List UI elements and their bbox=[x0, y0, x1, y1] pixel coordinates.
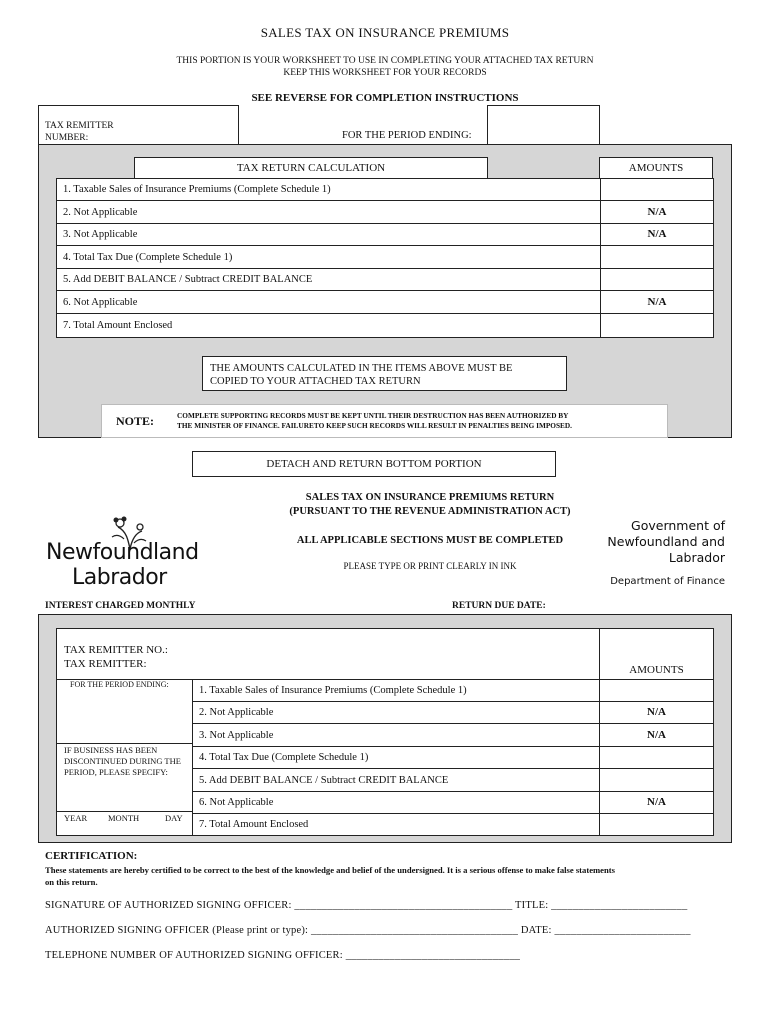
certification-text-2: on this return. bbox=[45, 877, 98, 887]
worksheet-instruction: THIS PORTION IS YOUR WORKSHEET TO USE IN COMPLETING YOUR ATTACHED TAX RETURN bbox=[176, 56, 594, 66]
worksheet-line-label: 4. Total Tax Due (Complete Schedule 1) bbox=[57, 247, 600, 269]
remitter-info-box[interactable] bbox=[56, 628, 600, 680]
remitter-number-box[interactable] bbox=[38, 105, 239, 146]
return-line-amount[interactable] bbox=[600, 814, 713, 836]
return-title: SALES TAX ON INSURANCE PREMIUMS RETURN bbox=[305, 492, 555, 503]
newfoundland-labrador-logo bbox=[44, 515, 199, 593]
signature-line[interactable]: SIGNATURE OF AUTHORIZED SIGNING OFFICER: ________________________________________ TITLE: _________________________ bbox=[45, 900, 688, 911]
return-line-amount[interactable]: N/A bbox=[600, 702, 713, 724]
see-reverse-note: SEE REVERSE FOR COMPLETION INSTRUCTIONS bbox=[251, 92, 519, 104]
return-due-date-label[interactable]: RETURN DUE DATE: bbox=[452, 601, 546, 611]
worksheet-line-amount[interactable]: N/A bbox=[601, 224, 713, 246]
worksheet-line-label: 2. Not Applicable bbox=[57, 202, 600, 224]
worksheet-line-amount[interactable] bbox=[601, 315, 713, 337]
calc-header: TAX RETURN CALCULATION bbox=[134, 157, 488, 179]
return-line-amount[interactable] bbox=[600, 770, 713, 792]
gov-line-3: Labrador bbox=[668, 550, 725, 565]
period-discontinued-box[interactable] bbox=[56, 679, 193, 836]
note-line-2: THE MINISTER OF FINANCE. FAILURETO KEEP SUCH RECORDS WILL RESULT IN PENALTIES BEING IMPOSED. bbox=[177, 421, 573, 430]
month-label: MONTH bbox=[108, 813, 140, 823]
discontinued-label: IF BUSINESS HAS BEEN DISCONTINUED DURING THE PERIOD, PLEASE SPECIFY: bbox=[64, 745, 181, 777]
telephone-line[interactable]: TELEPHONE NUMBER OF AUTHORIZED SIGNING OFFICER: ________________________________ bbox=[45, 950, 521, 961]
logo-newfoundland: Newfoundland bbox=[46, 540, 199, 565]
worksheet-line-label: 3. Not Applicable bbox=[57, 224, 600, 246]
worksheet-line-label: 1. Taxable Sales of Insurance Premiums (Complete Schedule 1) bbox=[57, 179, 600, 201]
notice-line-2: COPIED TO YOUR ATTACHED TAX RETURN bbox=[210, 376, 421, 387]
worksheet-line-label: 7. Total Amount Enclosed bbox=[63, 319, 173, 331]
period-ending-label: FOR THE PERIOD ENDING: bbox=[342, 130, 472, 141]
gov-line-1: Government of bbox=[631, 518, 725, 533]
remitter-number-label: NUMBER: bbox=[45, 133, 89, 143]
notice-line-1: THE AMOUNTS CALCULATED IN THE ITEMS ABOVE MUST BE bbox=[210, 363, 513, 374]
amounts-header: AMOUNTS bbox=[599, 157, 713, 179]
copy-amounts-notice bbox=[202, 356, 567, 391]
worksheet-keep-note: KEEP THIS WORKSHEET FOR YOUR RECORDS bbox=[283, 68, 487, 78]
worksheet-line-amount[interactable]: N/A bbox=[601, 202, 713, 224]
remitter-name-label: TAX REMITTER: bbox=[64, 658, 147, 670]
authorized-officer-line[interactable]: AUTHORIZED SIGNING OFFICER (Please print or type): ______________________________________ DATE: _________________________ bbox=[45, 925, 691, 936]
logo-labrador: Labrador bbox=[72, 565, 167, 590]
period-ending-field[interactable] bbox=[487, 105, 600, 146]
all-sections-note: ALL APPLICABLE SECTIONS MUST BE COMPLETED bbox=[296, 535, 564, 546]
return-line-label: 4. Total Tax Due (Complete Schedule 1) bbox=[193, 747, 599, 769]
day-label: DAY bbox=[165, 813, 183, 823]
return-line-label: 6. Not Applicable bbox=[193, 792, 599, 814]
return-line-amount[interactable]: N/A bbox=[600, 792, 713, 814]
return-amounts-header-box bbox=[599, 628, 714, 680]
worksheet-line-amount[interactable]: N/A bbox=[601, 292, 713, 314]
return-line-label: 7. Total Amount Enclosed bbox=[199, 819, 309, 831]
worksheet-line-amount[interactable] bbox=[601, 247, 713, 269]
return-line-label: 1. Taxable Sales of Insurance Premiums (Complete Schedule 1) bbox=[193, 680, 599, 702]
certification-text-1: These statements are hereby certified to be correct to the best of the knowledge and belief of the undersigned. It is a serious offense to make false statements bbox=[45, 865, 615, 875]
interest-charged-label: INTEREST CHARGED MONTHLY bbox=[45, 601, 196, 611]
records-note bbox=[101, 404, 668, 438]
department-label: Department of Finance bbox=[610, 576, 725, 587]
note-line-1: COMPLETE SUPPORTING RECORDS MUST BE KEPT UNTIL THEIR DESTRUCTION HAS BEEN AUTHORIZED BY bbox=[177, 411, 569, 420]
remitter-no-label: TAX REMITTER NO.: bbox=[64, 644, 168, 656]
type-or-print-note: PLEASE TYPE OR PRINT CLEARLY IN INK bbox=[343, 561, 517, 571]
return-lines-table bbox=[192, 679, 714, 836]
worksheet-line-amount[interactable] bbox=[601, 269, 713, 291]
remitter-label: TAX REMITTER bbox=[45, 121, 114, 131]
return-line-label: 5. Add DEBIT BALANCE / Subtract CREDIT BALANCE bbox=[193, 770, 599, 792]
gov-line-2: Newfoundland and bbox=[607, 534, 725, 549]
year-label: YEAR bbox=[64, 813, 88, 823]
worksheet-lines-table bbox=[56, 178, 714, 338]
return-subtitle: (PURSUANT TO THE REVENUE ADMINISTRATION ACT) bbox=[289, 506, 571, 517]
page-title: SALES TAX ON INSURANCE PREMIUMS bbox=[260, 25, 510, 40]
certification-heading: CERTIFICATION: bbox=[45, 850, 138, 862]
note-label: NOTE: bbox=[116, 414, 155, 428]
return-amounts-header: AMOUNTS bbox=[629, 664, 684, 676]
detach-notice: DETACH AND RETURN BOTTOM PORTION bbox=[192, 451, 556, 477]
return-line-label: 2. Not Applicable bbox=[193, 702, 599, 724]
worksheet-line-label: 5. Add DEBIT BALANCE / Subtract CREDIT BALANCE bbox=[57, 269, 600, 291]
return-line-amount[interactable] bbox=[600, 680, 713, 702]
return-period-ending-label: FOR THE PERIOD ENDING: bbox=[70, 680, 169, 689]
return-line-amount[interactable]: N/A bbox=[600, 725, 713, 747]
return-line-amount[interactable] bbox=[600, 747, 713, 769]
worksheet-line-label: 6. Not Applicable bbox=[57, 292, 600, 314]
return-line-label: 3. Not Applicable bbox=[193, 725, 599, 747]
worksheet-line-amount[interactable] bbox=[601, 179, 713, 201]
